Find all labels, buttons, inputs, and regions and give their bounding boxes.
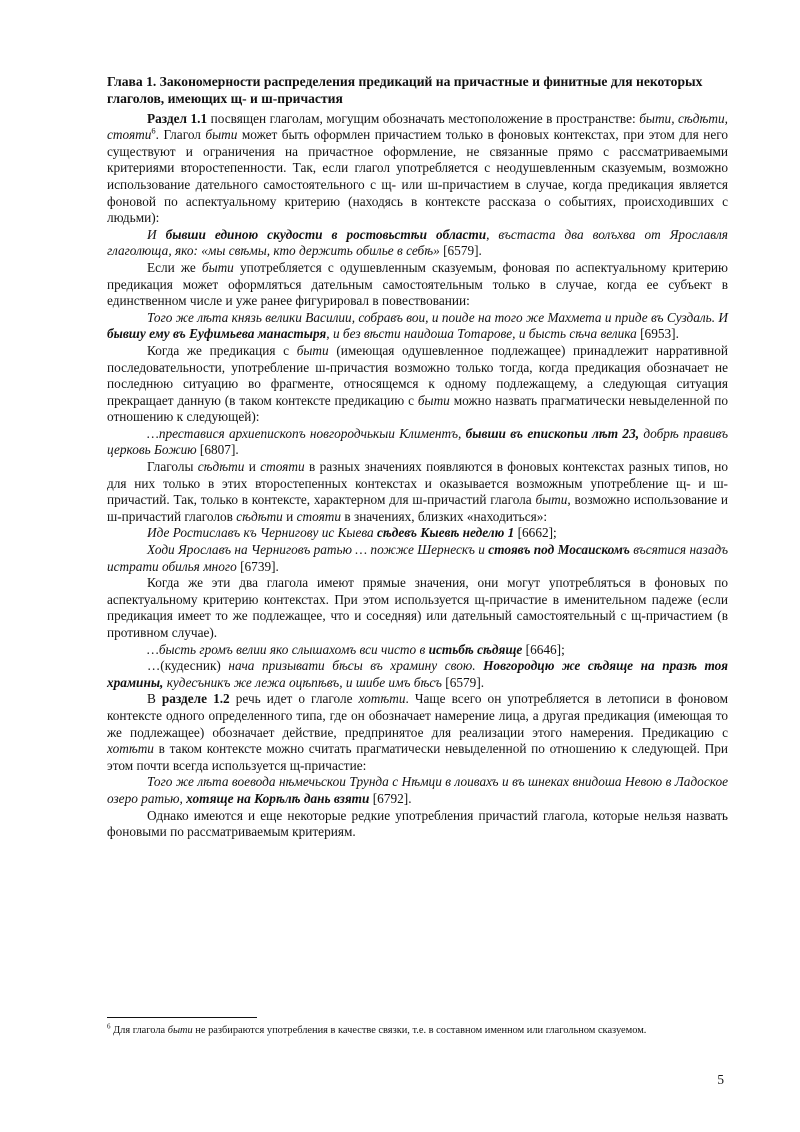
quotation [107,426,728,459]
text-run: Глаголы [147,459,198,475]
text-run: И [147,226,166,242]
text-run: и [244,459,261,475]
quotation [107,525,728,542]
text-run: добрѣ правивъ церковь Божию [107,425,728,458]
paragraph [107,575,728,641]
text-run: [6579]. [441,674,485,690]
paragraph [107,808,728,841]
text-run: Ходи Ярославъ на Черниговъ ратью … пожже Шернескъ и [147,542,489,558]
text-run: бывши въ епископьи лѣт 23, [465,425,640,441]
text-run: речь идет о глаголе [229,691,359,707]
text-run: посвящен глаголам, могущим обозначать местоположение в пространстве: [207,110,640,126]
paragraph [107,343,728,426]
text-run: Если же [147,259,202,275]
text-run: , въстаста два волъхва от Ярославля глаголюща, яко: «мы свѣмы, кто держить обилье в себѣ» [107,226,728,259]
text-run: [6739]. [236,558,279,574]
text-run: …бысть громъ велии яко слышахомъ вси чисто в [147,641,429,657]
text-run: стояти [296,508,342,524]
footnote-text [111,1025,647,1036]
page-number: 5 [717,1072,724,1087]
text-run: . Глагол [155,127,206,143]
text-run: Того же лѣта воевода нѣмечьскои Трунда с Нѣмци в лоивахъ и въ шнеках внидоша Невою в Ладоское озеро ратью, [107,774,728,806]
text-run: быти [201,259,234,275]
footnote-reference: 6 [151,125,156,136]
text-run: . Чаще всего он употребляется в летописи в фоновом контексте одного определенного типа, где он обозначает намерение лица, а другая предикация (имеющая то же подлежащее) обозначает действие, предпринятое для реализации этого намерения. Предикацию с [107,691,728,740]
paragraph [107,459,728,525]
chapter-heading: Глава 1. Закономерности распределения предикаций на причастные и финитные для некоторых глаголов, имеющих щ- и ш-причастия [107,74,703,106]
paragraph [107,260,728,310]
text-run: Для глагола [110,1025,168,1036]
quotation [107,642,728,659]
text-run: Когда же эти два глагола имеют прямые значения, они могут употребляться в фоновых по аспектуальному критерию контекстах. При этом используется щ-причастие в именительном падеже (если предикация имеет то же подлежащее, что и соседняя) или дательный самостоятельный с щ-причастием (в противном случае). [107,575,728,640]
text-run: [6953]. [636,326,679,342]
text-run: (имеющая одушевленное подлежащее) принадлежит нарративной последовательности, употребление ш-причастия возможно только тогда, когда предикация обозначает не последнюю ситуацию во фрагменте, относящемся к одному подлежащему, а следующая ситуация прекращает данную (в таком контексте предикацию с [107,342,728,408]
text-run: быти [296,342,329,358]
text-run: [6662]; [514,525,557,541]
text-run: в разных значениях появляются в фоновых контекстах разных типов, но для них только в этих второстепенных контекстах и оказывается возможным употребление щ- и ш-причастий. Так, только в контексте, характерном для ш-причастий глагола [107,459,729,508]
text-run: сѣдевъ Кыевѣ неделю 1 [377,525,515,541]
quotation [107,310,728,343]
text-run: Иде Ростиславъ къ Чернигову ис Кыева [147,525,377,541]
footnote-marker: 6 [107,1022,111,1031]
text-run: быти [205,127,238,143]
paragraph [107,111,728,227]
text-run: быти [167,1025,193,1036]
text-run: стояти [260,459,305,475]
text-run: , и без вѣсти наидоша Тотарове, и бысть сѣча велика [326,326,637,342]
text-run: быти, сѣдѣти, стояти [107,110,728,143]
text-run: , возможно использование и ш-причастий глаголов [107,492,728,524]
text-run: нача призывати бѣсы въ храмину свою. [220,658,484,674]
text-run: хотяще на Корѣлѣ дань взяти [186,790,370,806]
text-run: …преставися архиепископъ новгородчькыи Климентъ, [147,425,466,441]
text-run: истьбѣ сѣдяще [428,641,523,657]
text-run: может быть оформлен причастием только в фоновых контекстах, при этом для него существуют и ограничения на причастное оформление, не связанные прямо с рассматриваемыми критериями второстепенности. Так, если глагол употребляется с неодушевленным сказуемым, возможно использование дательного самостоятельного с щ- или ш-причастием в случае, когда предикация является фоновой по аспектуальному критерию (находясь в контексте рассказа о событиях, происходивших с людьми): [107,127,728,226]
text-run: не разбираются употребления в качестве связки, т.е. в составном именном или глагольном сказуемом. [192,1025,647,1036]
text-run: в таком контексте можно считать прагматически невыделенной по отношению к следующей. При этом почти всегда используется щ-причастие: [107,741,728,773]
text-run: хотѣти [107,741,154,757]
text-run: Новгородцю же сѣдяще на празѣ тоя храмины, [107,658,728,690]
text-run: въсятися назадъ истрати обилья много [107,542,728,574]
text-run: можно назвать прагматически невыделенной по отношению к следующей): [107,392,728,425]
text-run: быти [535,492,568,508]
text-run: Однако имеются и еще некоторые редкие употребления причастий глагола, которые нельзя назвать фоновыми по рассматриваемым критериям. [107,807,728,840]
text-run: …(кудесник) [147,658,221,674]
text-run: хотѣти [358,691,406,707]
footnote-divider [107,1017,257,1018]
quotation [107,227,728,260]
text-run: разделе 1.2 [161,691,230,707]
text-run: и [282,508,297,524]
text-run: в значениях, близких «находиться»: [341,508,548,524]
body-text [107,111,728,841]
text-run: [6792]. [369,790,412,806]
paragraph [107,691,728,774]
text-run: употребляется с одушевленным сказуемым, фоновая по аспектуальному критерию предикация может оформляться дательным самостоятельным только в случае, когда ее субъект в единственном числе и уже ранее фигурировал в повествовании: [107,259,728,309]
quotation [107,542,728,575]
text-run: Раздел 1.1 [147,110,208,126]
text-run: быти [417,392,450,408]
text-run: Того же лѣта князь велики Василии, собравъ вои, и поиде на того же Махмета и приде въ Суздаль. И [147,309,728,325]
text-run: Когда же предикация с [147,342,297,358]
text-run: кудесъникъ же лежа оцѣпѣвъ, и шибе имъ бѣсъ [163,674,442,690]
quotation [107,774,728,807]
text-run: [6807]. [196,442,239,458]
text-run: стоявъ под Мосаискомъ [488,542,630,558]
text-run: сѣдѣти [197,459,245,475]
text-run: бывшу ему въ Еуфимьева манастыря [107,326,327,342]
text-run: [6646]; [522,641,565,657]
text-run: [6579]. [439,243,482,259]
text-run: В [147,691,162,707]
text-run: бывши единою скудости в ростовьстѣи области [165,226,487,242]
quotation [107,658,728,691]
text-run: сѣдѣти [236,508,283,524]
footnote [107,1024,727,1037]
